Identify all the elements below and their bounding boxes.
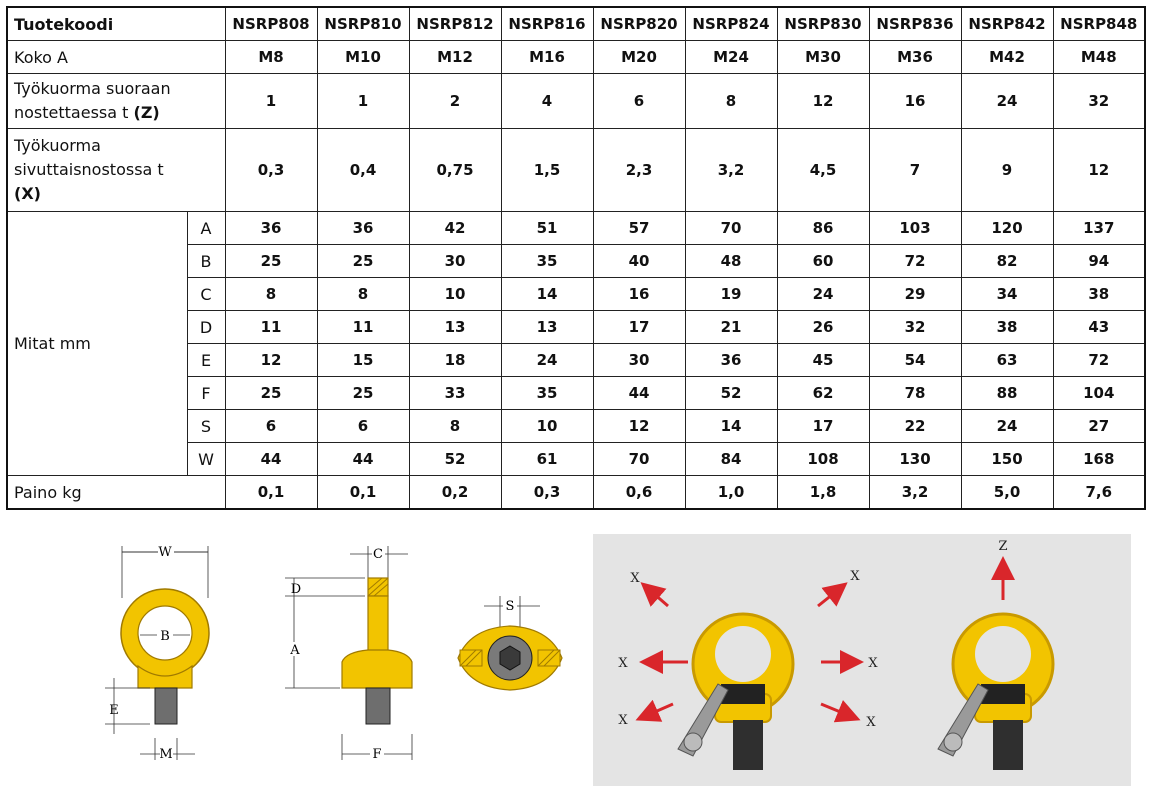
dimension-cell: 34: [961, 278, 1053, 311]
dimension-cell: 8: [409, 410, 501, 443]
product-code-cell: NSRP836: [869, 7, 961, 41]
load-z-label: [7, 74, 225, 129]
dim-m-label: M: [159, 747, 173, 762]
product-code-cell: NSRP820: [593, 7, 685, 41]
row-dimension: [7, 212, 1145, 245]
load-x-cell: 4,5: [777, 129, 869, 212]
load-x-cell: 0,4: [317, 129, 409, 212]
dimension-cell: 32: [869, 311, 961, 344]
dimension-cell: 26: [777, 311, 869, 344]
dimension-cell: 15: [317, 344, 409, 377]
dimension-key: B: [187, 245, 225, 278]
dimension-cell: 24: [777, 278, 869, 311]
weight-label: Paino kg: [7, 476, 225, 510]
weight-cell: 0,1: [317, 476, 409, 510]
load-x-label-line2: sivuttaisnostossa t: [14, 160, 164, 179]
row-load-z: [7, 74, 1145, 129]
dim-e-label: E: [109, 703, 119, 718]
dimension-key: A: [187, 212, 225, 245]
dimension-cell: 57: [593, 212, 685, 245]
dimension-key: E: [187, 344, 225, 377]
weight-cell: 0,2: [409, 476, 501, 510]
spec-table: [6, 6, 1146, 510]
top-view-drawing: [450, 590, 580, 700]
load-z-cell: 1: [317, 74, 409, 129]
dimension-cell: 29: [869, 278, 961, 311]
dimension-cell: 42: [409, 212, 501, 245]
dimension-cell: 30: [593, 344, 685, 377]
dimension-cell: 25: [225, 377, 317, 410]
dimension-cell: 44: [317, 443, 409, 476]
row-weight: [7, 476, 1145, 510]
load-z-cell: 32: [1053, 74, 1145, 129]
dimension-cell: 44: [593, 377, 685, 410]
dimension-cell: 88: [961, 377, 1053, 410]
dimension-cell: 13: [501, 311, 593, 344]
dimension-cell: 6: [225, 410, 317, 443]
dimension-cell: 52: [409, 443, 501, 476]
dimension-cell: 70: [685, 212, 777, 245]
weight-cell: 0,6: [593, 476, 685, 510]
load-x-label-line1: Työkuorma: [14, 136, 101, 155]
load-x-cell: 0,75: [409, 129, 501, 212]
product-code-cell: NSRP830: [777, 7, 869, 41]
dimension-cell: 51: [501, 212, 593, 245]
dimension-key: S: [187, 410, 225, 443]
dimension-cell: 11: [225, 311, 317, 344]
dimension-cell: 63: [961, 344, 1053, 377]
product-code-cell: NSRP812: [409, 7, 501, 41]
weight-cell: 5,0: [961, 476, 1053, 510]
load-z-cell: 24: [961, 74, 1053, 129]
size-cell: M30: [777, 41, 869, 74]
dim-f-label: F: [372, 747, 382, 762]
dimension-cell: 14: [501, 278, 593, 311]
load-z-marker: (Z): [133, 103, 160, 122]
load-x-cell: 3,2: [685, 129, 777, 212]
weight-cell: 1,0: [685, 476, 777, 510]
dimension-cell: 137: [1053, 212, 1145, 245]
dimension-cell: 36: [317, 212, 409, 245]
dimension-cell: 19: [685, 278, 777, 311]
dimension-cell: 103: [869, 212, 961, 245]
dimension-cell: 36: [225, 212, 317, 245]
dimension-cell: 94: [1053, 245, 1145, 278]
x-label-bottom-left: X: [618, 713, 628, 728]
dimension-key: F: [187, 377, 225, 410]
size-cell: M16: [501, 41, 593, 74]
size-cell: M42: [961, 41, 1053, 74]
dimension-cell: 13: [409, 311, 501, 344]
dimension-cell: 25: [317, 377, 409, 410]
x-label-mid-right: X: [868, 656, 878, 671]
size-cell: M36: [869, 41, 961, 74]
load-z-cell: 16: [869, 74, 961, 129]
product-code-cell: NSRP824: [685, 7, 777, 41]
row-product-code: [7, 7, 1145, 41]
dimension-cell: 14: [685, 410, 777, 443]
dimension-cell: 61: [501, 443, 593, 476]
load-x-cell: 7: [869, 129, 961, 212]
front-view-drawing: [100, 538, 230, 768]
dimension-cell: 82: [961, 245, 1053, 278]
dimension-cell: 38: [1053, 278, 1145, 311]
dimension-cell: 43: [1053, 311, 1145, 344]
dimension-cell: 108: [777, 443, 869, 476]
product-code-cell: NSRP848: [1053, 7, 1145, 41]
dimension-cell: 35: [501, 245, 593, 278]
dimension-cell: 12: [225, 344, 317, 377]
dimension-cell: 8: [317, 278, 409, 311]
dimension-cell: 130: [869, 443, 961, 476]
dimension-cell: 27: [1053, 410, 1145, 443]
dimension-cell: 84: [685, 443, 777, 476]
x-label-mid-left: X: [618, 656, 628, 671]
x-label-bottom-right: X: [866, 715, 876, 730]
product-code-cell: NSRP816: [501, 7, 593, 41]
side-view-drawing: [280, 538, 420, 768]
load-x-label: [7, 129, 225, 212]
load-x-cell: 12: [1053, 129, 1145, 212]
dimension-key: C: [187, 278, 225, 311]
dim-w-label: W: [158, 545, 172, 560]
load-x-cell: 0,3: [225, 129, 317, 212]
product-code-cell: NSRP810: [317, 7, 409, 41]
header-label: Tuotekoodi: [7, 7, 225, 41]
dimension-cell: 78: [869, 377, 961, 410]
dimension-cell: 60: [777, 245, 869, 278]
dimension-cell: 72: [1053, 344, 1145, 377]
load-x-cell: 2,3: [593, 129, 685, 212]
dimension-cell: 11: [317, 311, 409, 344]
dim-c-label: C: [373, 547, 383, 562]
dimension-cell: 21: [685, 311, 777, 344]
dimension-cell: 120: [961, 212, 1053, 245]
weight-cell: 0,1: [225, 476, 317, 510]
dimension-cell: 36: [685, 344, 777, 377]
dimension-cell: 8: [225, 278, 317, 311]
dimension-key: W: [187, 443, 225, 476]
load-z-label-line2-wrap: [14, 101, 219, 125]
dimension-cell: 25: [225, 245, 317, 278]
size-cell: M10: [317, 41, 409, 74]
dimension-cell: 38: [961, 311, 1053, 344]
dims-label: Mitat mm: [7, 212, 187, 476]
dimension-cell: 45: [777, 344, 869, 377]
dimension-cell: 86: [777, 212, 869, 245]
dimension-cell: 168: [1053, 443, 1145, 476]
dimension-cell: 35: [501, 377, 593, 410]
dimension-cell: 104: [1053, 377, 1145, 410]
product-code-cell: NSRP808: [225, 7, 317, 41]
x-label-top-left: X: [630, 571, 640, 586]
dimension-cell: 22: [869, 410, 961, 443]
dimension-cell: 150: [961, 443, 1053, 476]
product-code-cell: NSRP842: [961, 7, 1053, 41]
load-z-cell: 6: [593, 74, 685, 129]
load-direction-photo: [593, 534, 1131, 786]
dimension-cell: 40: [593, 245, 685, 278]
dimension-cell: 25: [317, 245, 409, 278]
dim-b-label: B: [160, 629, 170, 644]
dimension-cell: 24: [501, 344, 593, 377]
dimension-cell: 16: [593, 278, 685, 311]
load-z-label-line2: nostettaessa t: [14, 103, 129, 122]
dimension-key: D: [187, 311, 225, 344]
load-x-cell: 1,5: [501, 129, 593, 212]
load-x-cell: 9: [961, 129, 1053, 212]
dim-s-label: S: [505, 599, 515, 614]
weight-cell: 3,2: [869, 476, 961, 510]
size-cell: M20: [593, 41, 685, 74]
dimension-cell: 17: [777, 410, 869, 443]
dim-d-label: D: [290, 582, 302, 597]
load-z-cell: 4: [501, 74, 593, 129]
size-cell: M12: [409, 41, 501, 74]
size-cell: M24: [685, 41, 777, 74]
size-cell: M8: [225, 41, 317, 74]
load-z-cell: 12: [777, 74, 869, 129]
load-x-marker: (X): [14, 184, 41, 203]
dimension-cell: 18: [409, 344, 501, 377]
dimension-cell: 24: [961, 410, 1053, 443]
load-z-cell: 8: [685, 74, 777, 129]
dimension-cell: 12: [593, 410, 685, 443]
weight-cell: 7,6: [1053, 476, 1145, 510]
dimension-cell: 6: [317, 410, 409, 443]
z-label: Z: [998, 539, 1008, 554]
dimension-cell: 70: [593, 443, 685, 476]
dimension-cell: 17: [593, 311, 685, 344]
dimension-cell: 30: [409, 245, 501, 278]
x-label-top-right: X: [850, 569, 860, 584]
row-size: [7, 41, 1145, 74]
size-label: Koko A: [7, 41, 225, 74]
size-cell: M48: [1053, 41, 1145, 74]
dimension-cell: 33: [409, 377, 501, 410]
dimension-cell: 10: [501, 410, 593, 443]
dimension-cell: 72: [869, 245, 961, 278]
weight-cell: 0,3: [501, 476, 593, 510]
dim-a-label: A: [290, 643, 300, 658]
dimension-cell: 52: [685, 377, 777, 410]
dimension-cell: 62: [777, 377, 869, 410]
weight-cell: 1,8: [777, 476, 869, 510]
load-z-cell: 1: [225, 74, 317, 129]
dimension-cell: 48: [685, 245, 777, 278]
load-z-cell: 2: [409, 74, 501, 129]
load-z-label-line1: Työkuorma suoraan: [14, 79, 171, 98]
row-load-x: [7, 129, 1145, 212]
dimension-cell: 44: [225, 443, 317, 476]
dimension-cell: 10: [409, 278, 501, 311]
dimension-cell: 54: [869, 344, 961, 377]
